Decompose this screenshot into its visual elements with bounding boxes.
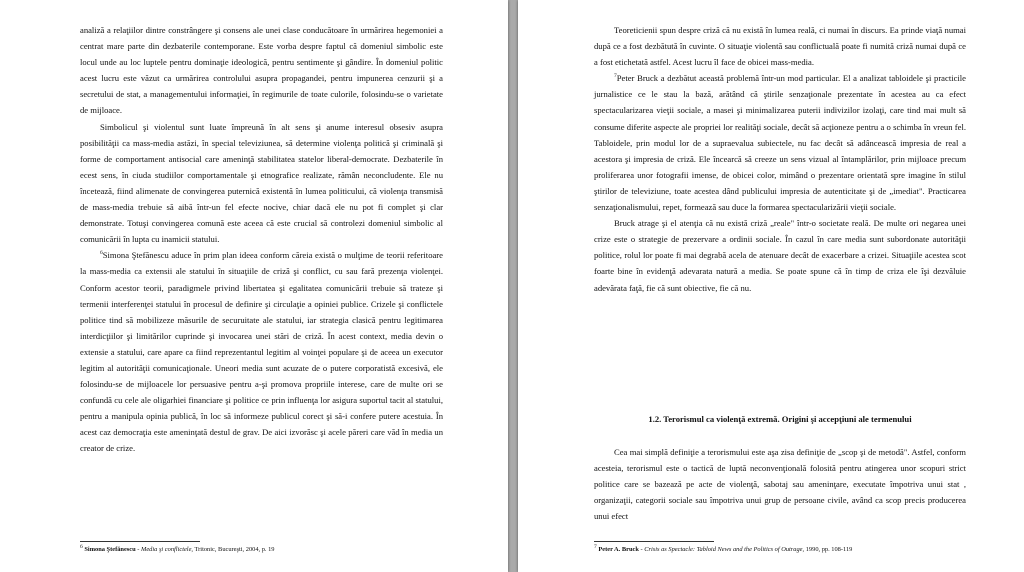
paragraph-text: Peter Bruck a dezbătut această problemă într-un mod particular. El a analizat tabloidele şi practicile jurnalistice ce le stau la bază, arătând că ştirile senzaţionale prezentate în acestea au ca efect spectacularizarea vieţii sociale, a masei şi minimalizarea puterii indivizilor izolaţi, care tind mai mult să consume diferite aspecte ale propriei lor realităţi sociale, decât să acţioneze pentru a o schimba în vreun fel. Tabloidele, prin modul lor de a supraevalua subiectele, nu fac decât să adâncească impresia de real a acestora şi impresia de criză. Ele încearcă să creeze un sens vizual al întamplărilor, prin mijloace precum proliferarea unor fotografii imense, de obicei color, mimând o prezentare orientată spre imagine în stilul ştirilor de televiziune, toate acestea dând publicului impresia de autenticitate şi de „imediat". Practicarea senzaţionalismului, repet, formează sau duce la formarea spectacularizării vieţii sociale. — [594, 73, 966, 213]
footnote-number: 6 — [80, 543, 83, 550]
footnote-ref[interactable]: 6 — [100, 250, 103, 257]
paragraph: analiză a relaţiilor dintre constrângere şi consens ale unei clase conducătoare în urmărirea hegemoniei a centrat mare parte din dezbaterile contemporane. Este vorba despre faptul că domeniul simbolic este locul unde au loc luptele pentru dominaţie ideologică, pentru sentimente şi gândire. În domeniul politic acest lucru este văzut ca urmărirea controlului asupra propagandei, pentru impunerea cenzurii şi a secretului de stat, a managementului informaţiei, în regimurile de toate culorile, folosindu-se o varietate de mijloace. — [80, 25, 443, 116]
footnote-author: Peter A. Bruck — [598, 546, 639, 553]
paragraph-text: Simona Ştefănescu aduce în prim plan ideea conform căreia există o mulţime de teorii referitoare la mass-media ca extensii ale statului în situaţiile de criză şi conflict, cu sau fară prezenţa violenţei. Conform acestor teorii, paradigmele privind libertatea şi egalitatea comunicării trebuie să trateze şi termenii interferenţei statului în procesul de definire şi circulaţie a opiniei publice. Crizele şi conflictele politice tind să mobilizeze măsurile de securuitate ale statului, iar strategia clasică pentru legitimarea interdicţiilor şi limitărilor cuprinde şi invocarea unei stări de criză. În acest context, media devin o extensie a statului, care apare ca fiind reprezentantul legitim al voinţei populare şi de aceea un executor legitim al autorităţii comunicaţionale. Uneori media sunt acuzate de o putere corporatistă excesivă, ele folosindu-se de mijloacele lor persuasive pentru a-şi promova propriile interese, care de multe ori se confundă cu cele ale oligarhiei financiare şi politice ce prin influenţa lor asigura suportul tacit al statului, pentru a manipula opinia publică, în loc să informeze publicul corect şi să-i confere putere acestuia. În acest caz democraţia este ameninţată destul de grav. De aici izvorăsc şi acele păreri care văd în media un creator de crize. — [80, 250, 443, 454]
right-page-body-continued — [594, 444, 966, 524]
paragraph — [80, 247, 443, 456]
footnote-dash: - — [137, 546, 142, 553]
footnote — [80, 545, 275, 554]
footnote-ref[interactable]: 7 — [614, 73, 617, 80]
footnote-dash: - — [640, 546, 645, 553]
footnote-author: Simona Ştefănescu — [84, 546, 136, 553]
section-heading: 1.2. Terorismul ca violenţă extremă. Origini şi accepţiuni ale termenului — [648, 414, 912, 424]
paragraph: Simbolicul şi violentul sunt luate împreună în alt sens şi anume interesul obsesiv asupra posibilităţii ca mass-media astăzi, în special televiziunea, să determine violenţa politică şi criminală şi forme de comportament antisocial care ameninţă stabilitatea statelor liberal-democrate. Dezbaterile în ecest sens, în ciuda studiilor comportamentale şi etnografice realizate, rămân neconcludente. Ele nu încetează, fiind alimenate de convingerea puternică existentă în lumea politicului, că violenţa transmisă de mass-media trebuie să aibă într-un fel efecte nocive, chiar dacă ele nu pot fi complet şi clar demonstrate. Totuşi convingerea comună este aceea că este crucial să controlezi domeniul simbolic al comunicării în lupta cu inamicii statului. — [80, 121, 443, 245]
footnote-title: Crisis as Spectacle: Tabloid News and the Politics of Outrage — [644, 546, 803, 553]
footnote-separator — [594, 541, 714, 542]
footnote-number: 7 — [594, 543, 597, 550]
paragraph: Cea mai simplă definiţie a terorismului este aşa zisa definiţie de „scop şi de metodă". Astfel, conform acesteia, terorismul este o tactică de luptă neconvenţională folosită pentru atingerea unor scopuri strict politice care se bazează pe acte de violenţă, sabotaj sau ameninţare, executate împotriva unui stat , organizaţii, categorii sociale sau împotriva unui grup de persoane civile, având ca scop precis producerea unui efect — [594, 447, 966, 522]
footnote-title: Media şi conflictele — [141, 546, 192, 553]
paragraph: Bruck atrage şi el atenţia că nu există criză „reale" într-o societate reală. De multe ori negarea unei crize este o strategie de prezervare a ordinii sociale. În cazul în care media sunt subordonate autorităţii politice, rolul lor poate fi mai degrabă acela de atenuare decât de exacerbare a crizei. Situaţiile acestea scot foarte bine în evidenţă adevarata natură a media. Se poate spune că în timp de criza ele îşi dezvăluie adevărata faţă, fie că sunt obiective, fie că nu. — [594, 218, 966, 293]
footnote — [594, 545, 852, 554]
paragraph: Teoreticienii spun despre criză că nu există în lumea reală, ci numai în discurs. Ea prinde viaţă numai după ce a fost dezbătută în cuvinte. O situaţie violentă sau conflictuală poate fi numită criză numai după ce a fost etichetată astfel. Acest lucru îl face de obicei mass-media. — [594, 25, 966, 68]
right-page — [518, 0, 1024, 572]
left-page — [0, 0, 508, 572]
footnote-rest: , Tritonic, Bucureşti, 2004, p. 19 — [191, 546, 275, 553]
left-page-body — [80, 22, 443, 457]
paragraph — [594, 70, 966, 215]
footnote-separator — [80, 541, 200, 542]
right-page-body — [594, 22, 966, 296]
footnote-rest: , 1990, pp. 108-119 — [802, 546, 853, 553]
